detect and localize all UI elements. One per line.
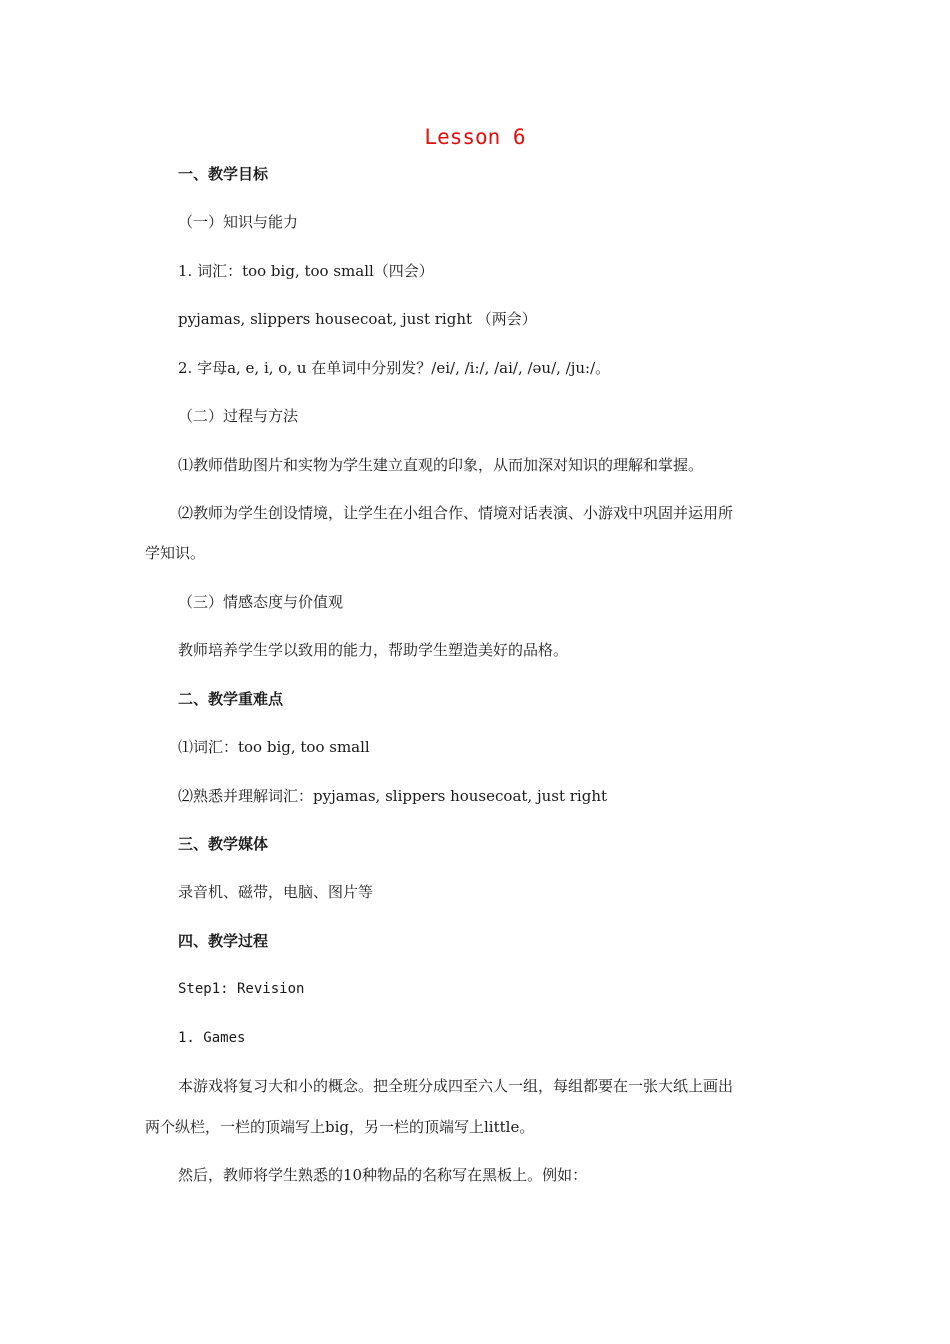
- subsection-attitude-values: （三）情感态度与价值观: [178, 593, 344, 611]
- vocab-item-1: [178, 260, 820, 282]
- key-point-1: ⑴词汇：too big, too small: [178, 738, 370, 756]
- attitude-paragraph: 教师培养学生学以致用的能力，帮助学生塑造美好的品格。: [178, 641, 569, 659]
- letters-item-2-text: 2. 字母a, e, i, o, u 在单词中分别发？/ei/, /i:/, /ai/, /əu/, /ju:/。: [178, 359, 611, 377]
- subsection-knowledge-ability: （一）知识与能力: [178, 213, 299, 231]
- section-heading-media: 三、教学媒体: [178, 835, 269, 853]
- games-item: 1. Games: [178, 1030, 246, 1046]
- vocab-item-1b-text: pyjamas, slippers housecoat, just right （两会）: [178, 310, 537, 328]
- games-paragraph-line-2: 两个纵栏，一栏的顶端写上big，另一栏的顶端写上little。: [145, 1118, 535, 1136]
- key-point-2: ⑵熟悉并理解词汇：pyjamas, slippers housecoat, just right: [178, 787, 608, 805]
- section-heading-objectives: 一、教学目标: [178, 165, 269, 183]
- method-paragraph-2-line-2: 学知识。: [145, 544, 206, 562]
- vocab-item-1b: [178, 308, 820, 330]
- games-paragraph-line-1: 本游戏将复习大和小的概念。把全班分成四至六人一组，每组都要在一张大纸上画出: [178, 1077, 734, 1095]
- section-heading-key-points: 二、教学重难点: [178, 690, 284, 708]
- document-title: Lesson 6: [424, 125, 526, 149]
- vocab-item-1-text: 1. 词汇：too big, too small（四会）: [178, 262, 434, 280]
- method-paragraph-1: ⑴教师借助图片和实物为学生建立直观的印象，从而加深对知识的理解和掌握。: [178, 456, 704, 474]
- subsection-process-method: （二）过程与方法: [178, 407, 299, 425]
- step1-revision: Step1: Revision: [178, 981, 305, 997]
- games-paragraph-2: 然后，教师将学生熟悉的10种物品的名称写在黑板上。例如：: [178, 1166, 588, 1184]
- method-paragraph-2-line-1: ⑵教师为学生创设情境，让学生在小组合作、情境对话表演、小游戏中巩固并运用所: [178, 504, 734, 522]
- media-paragraph: 录音机、磁带，电脑、图片等: [178, 883, 374, 901]
- letters-item-2: [178, 357, 820, 379]
- section-heading-process: 四、教学过程: [178, 932, 269, 950]
